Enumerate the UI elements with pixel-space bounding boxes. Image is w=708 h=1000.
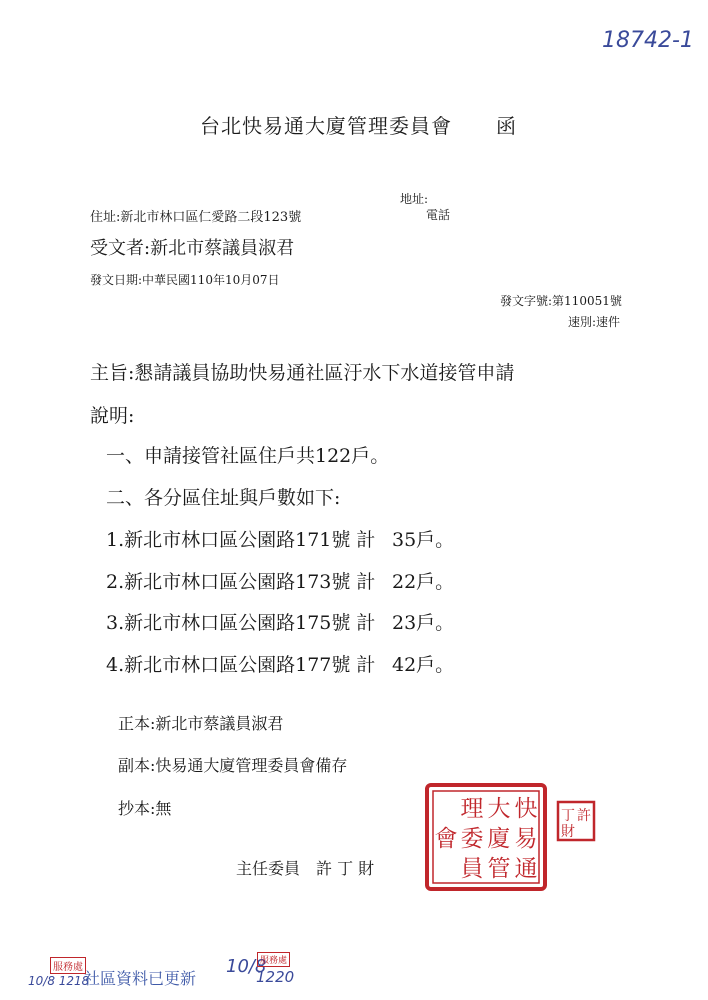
- chairman-seal: [556, 800, 596, 842]
- recipient-address: 住址:新北市林口區仁愛路二段123號: [90, 210, 302, 225]
- stamp-note: 社區資料已更新: [84, 969, 197, 988]
- signatory: 主任委員 許 丁 財: [236, 859, 375, 878]
- address-text: 2.新北市林口區公園路173號 計: [106, 571, 376, 593]
- committee-seal: [424, 782, 548, 892]
- sender-phone-label: 電話: [426, 208, 451, 222]
- address-line-2: [106, 567, 455, 594]
- svg-text:通: 通: [514, 856, 538, 882]
- address-line-3: [106, 608, 455, 635]
- subject-line: 主旨:懇請議員協助快易通社區汙水下水道接管申請: [90, 362, 515, 384]
- document-type: 函: [496, 114, 516, 138]
- copy-cc: 抄本:無: [118, 799, 172, 818]
- explanation-item-1: 一、申請接管社區住戶共122戶。: [106, 445, 390, 467]
- reference-number: 發文字號:第110051號: [500, 294, 622, 308]
- svg-text:員: 員: [460, 856, 484, 882]
- svg-text:委: 委: [460, 826, 484, 852]
- svg-text:丁: 丁: [561, 808, 575, 824]
- household-count: 23戶。: [392, 612, 455, 634]
- svg-text:會: 會: [434, 826, 458, 852]
- issue-date: 發文日期:中華民國110年10月07日: [90, 273, 280, 287]
- explanation-label: 說明:: [90, 405, 135, 427]
- address-line-1: [106, 525, 455, 552]
- svg-text:理: 理: [460, 796, 484, 822]
- recipient: 受文者:新北市蔡議員淑君: [90, 238, 295, 259]
- svg-text:快: 快: [514, 796, 538, 822]
- sender-address-label: 地址:: [400, 192, 429, 206]
- address-line-4: [106, 650, 455, 677]
- svg-text:管: 管: [487, 856, 511, 882]
- service-stamp-2: 服務處: [257, 952, 290, 967]
- address-text: 1.新北市林口區公園路171號 計: [106, 529, 376, 551]
- household-count: 35戶。: [392, 529, 455, 551]
- copy-duplicate: 副本:快易通大廈管理委員會備存: [118, 756, 348, 775]
- handwritten-date-2: 10/8: [226, 956, 267, 977]
- letter-title: 台北快易通大廈管理委員會: [200, 114, 452, 138]
- household-count: 42戶。: [392, 654, 455, 676]
- svg-text:財: 財: [561, 824, 575, 840]
- svg-text:易: 易: [514, 826, 538, 852]
- household-count: 22戶。: [392, 571, 455, 593]
- explanation-item-2: 二、各分區住址與戶數如下:: [106, 487, 341, 509]
- handwritten-time: 1220: [256, 968, 295, 986]
- svg-text:大: 大: [487, 796, 511, 822]
- handwritten-date-1: 10/8 1218: [28, 974, 90, 988]
- service-stamp-1: 服務處: [50, 957, 86, 974]
- svg-text:許: 許: [577, 808, 591, 824]
- delivery-speed: 速別:速件: [568, 315, 621, 329]
- address-text: 4.新北市林口區公園路177號 計: [106, 654, 376, 676]
- svg-text:廈: 廈: [487, 826, 511, 852]
- handwritten-file-number: 18742-1: [602, 28, 694, 53]
- copy-original: 正本:新北市蔡議員淑君: [118, 714, 284, 733]
- address-text: 3.新北市林口區公園路175號 計: [106, 612, 376, 634]
